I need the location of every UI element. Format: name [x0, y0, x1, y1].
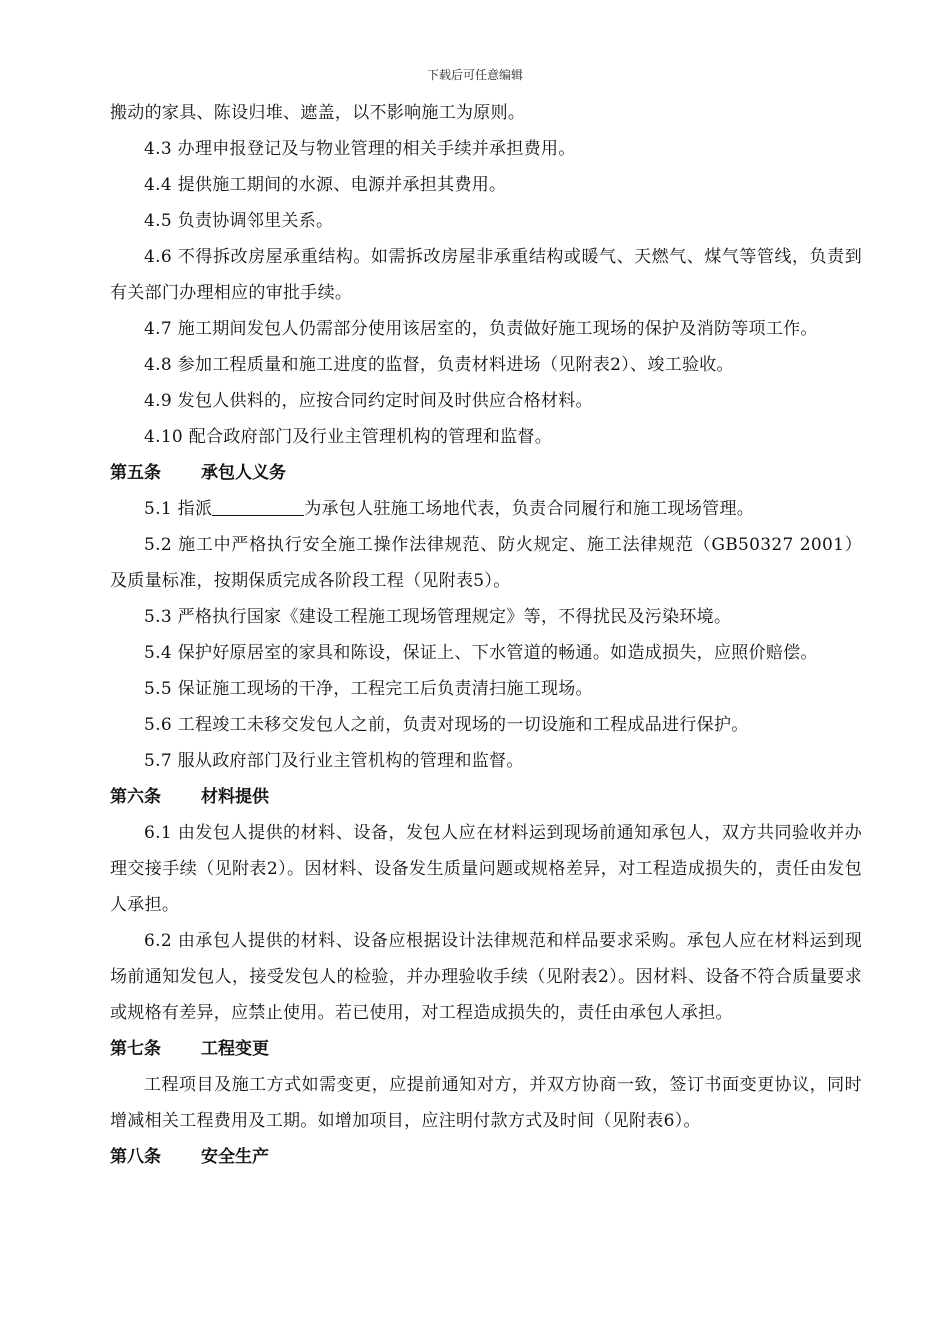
document-body [110, 95, 862, 1175]
paragraph-4-5: 4.5 负责协调邻里关系。 [144, 211, 334, 231]
paragraph-4-2-cont: 搬动的家具、陈设归堆、遮盖，以不影响施工为原则。 [110, 103, 526, 123]
paragraph-4-7: 4.7 施工期间发包人仍需部分使用该居室的，负责做好施工现场的保护及消防等项工作。 [144, 319, 818, 339]
article-6-heading [110, 779, 862, 815]
page-header-note: 下载后可任意编辑 [426, 68, 523, 82]
article-6-number: 第六条 [110, 787, 161, 807]
paragraph-4-9: 4.9 发包人供料的，应按合同约定时间及时供应合格材料。 [144, 391, 593, 411]
paragraph-6-2: 6.2 由承包人提供的材料、设备应根据设计法律规范和样品要求采购。承包人应在材料运到现场前通知发包人，接受发包人的检验，并办理验收手续（见附表2）。因材料、设备不符合质量要求或规格有差异，应禁止使用。若已使用，对工程造成损失的，责任由承包人承担。 [110, 931, 862, 1023]
article-7-title: 工程变更 [201, 1039, 269, 1059]
paragraph-5-7: 5.7 服从政府部门及行业主管机构的管理和监督。 [144, 751, 524, 771]
paragraph-5-1 [110, 491, 862, 527]
paragraph-5-4: 5.4 保护好原居室的家具和陈设，保证上、下水管道的畅通。如造成损失，应照价赔偿。 [144, 643, 818, 663]
paragraph-4-4: 4.4 提供施工期间的水源、电源并承担其费用。 [144, 175, 507, 195]
article-8-number: 第八条 [110, 1147, 161, 1167]
paragraph-5-6: 5.6 工程竣工未移交发包人之前，负责对现场的一切设施和工程成品进行保护。 [144, 715, 749, 735]
paragraph-5-3: 5.3 严格执行国家《建设工程施工现场管理规定》等，不得扰民及污染环境。 [144, 607, 732, 627]
paragraph-4-6: 4.6 不得拆改房屋承重结构。如需拆改房屋非承重结构或暖气、天燃气、煤气等管线，负责到有关部门办理相应的审批手续。 [110, 247, 862, 303]
paragraph-5-1-end: 为承包人驻施工场地代表，负责合同履行和施工现场管理。 [304, 499, 755, 519]
paragraph-6-1: 6.1 由发包人提供的材料、设备，发包人应在材料运到现场前通知承包人，双方共同验收并办理交接手续（见附表2）。因材料、设备发生质量问题或规格差异，对工程造成损失的，责任由发包人承担。 [110, 823, 862, 915]
article-7-heading [110, 1031, 862, 1067]
paragraph-7: 工程项目及施工方式如需变更，应提前通知对方，并双方协商一致，签订书面变更协议，同时增减相关工程费用及工期。如增加项目，应注明付款方式及时间（见附表6）。 [110, 1075, 862, 1131]
article-8-title: 安全生产 [201, 1147, 269, 1167]
representative-blank-line[interactable] [212, 499, 304, 516]
paragraph-4-8: 4.8 参加工程质量和施工进度的监督，负责材料进场（见附表2）、竣工验收。 [144, 355, 734, 375]
paragraph-5-5: 5.5 保证施工现场的干净，工程完工后负责清扫施工现场。 [144, 679, 593, 699]
article-6-title: 材料提供 [201, 787, 269, 807]
article-5-number: 第五条 [110, 463, 161, 483]
paragraph-4-3: 4.3 办理申报登记及与物业管理的相关手续并承担费用。 [144, 139, 576, 159]
paragraph-5-1-start: 5.1 指派 [144, 499, 213, 519]
article-8-heading [110, 1139, 862, 1175]
article-7-number: 第七条 [110, 1039, 161, 1059]
paragraph-4-10: 4.10 配合政府部门及行业主管理机构的管理和监督。 [144, 427, 553, 447]
article-5-title: 承包人义务 [201, 463, 286, 483]
paragraph-5-2: 5.2 施工中严格执行安全施工操作法律规范、防火规定、施工法律规范（GB50327 2001）及质量标准，按期保质完成各阶段工程（见附表5）。 [110, 535, 862, 591]
article-5-heading [110, 455, 862, 491]
